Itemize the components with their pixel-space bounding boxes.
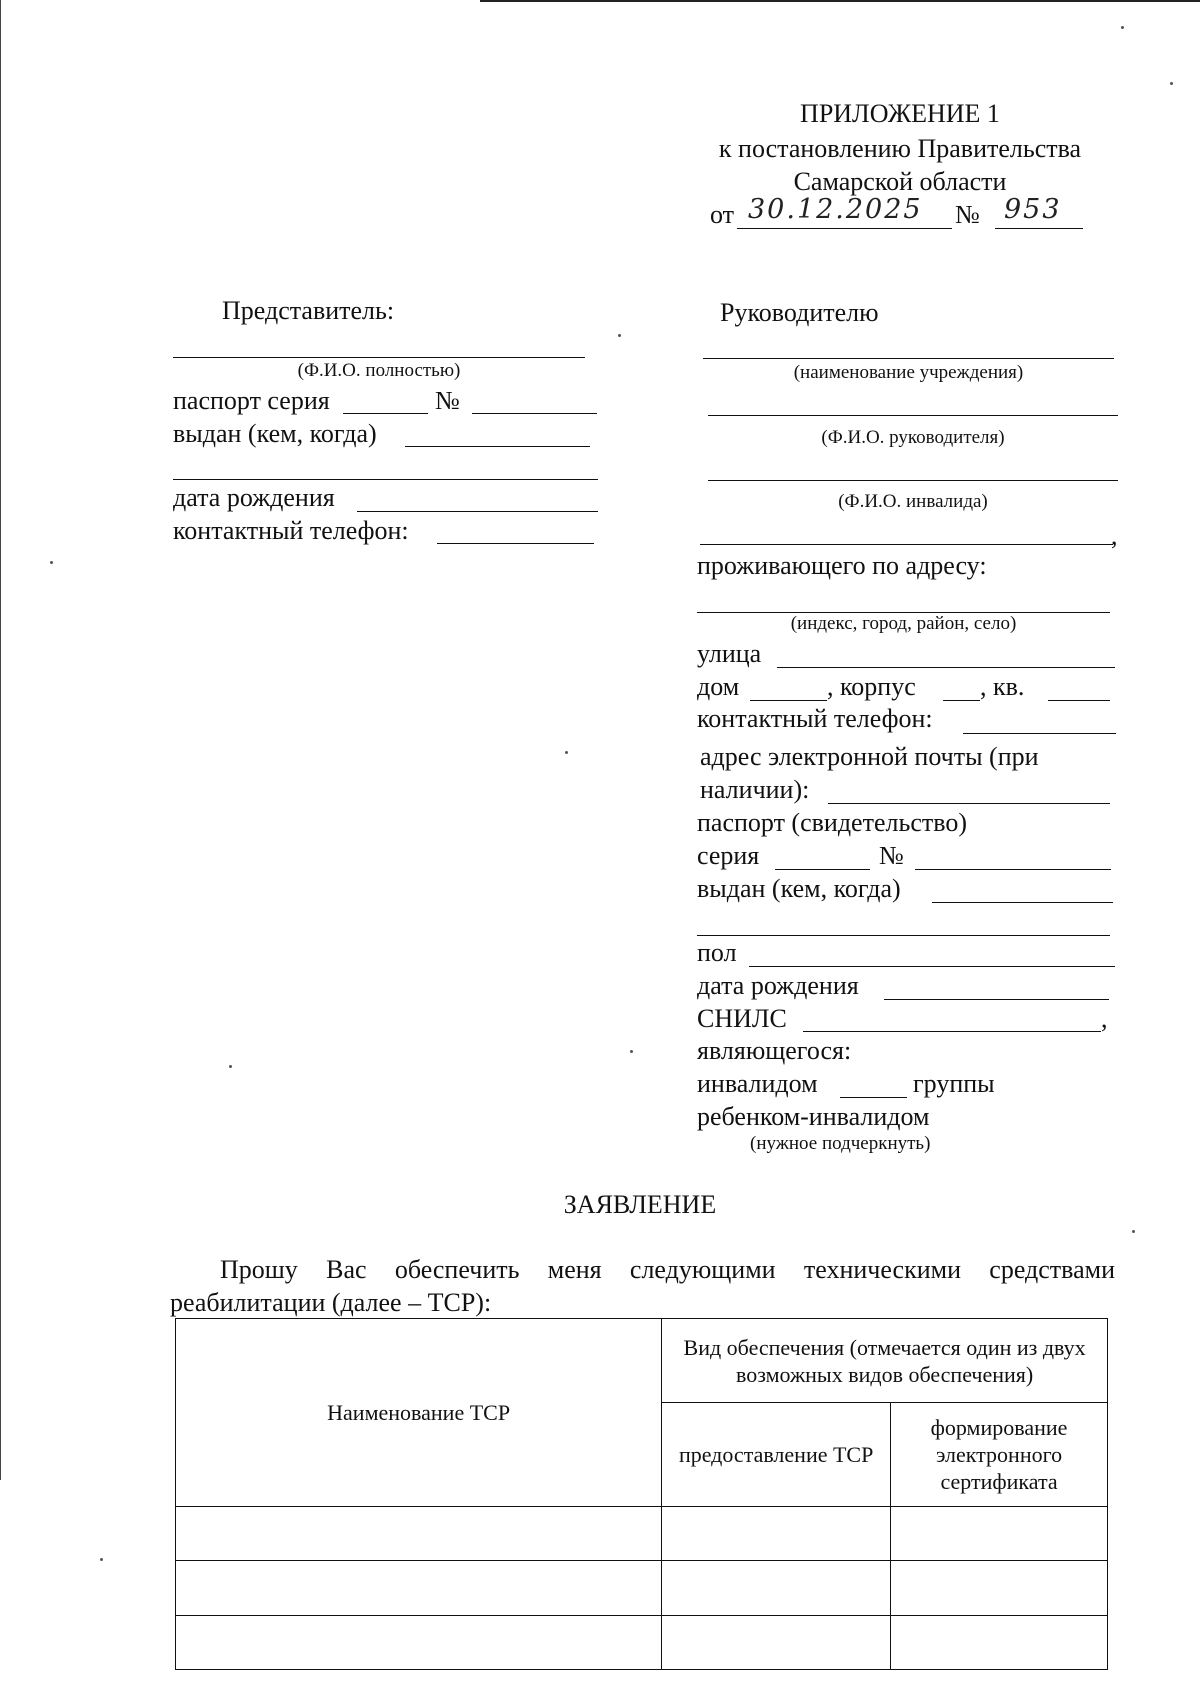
rep-issued-line	[405, 446, 590, 447]
scan-left-edge	[0, 0, 1, 1480]
email-label-1: адрес электронной почты (при	[700, 742, 1039, 771]
street-label: улица	[697, 639, 762, 668]
invalid-fio-line	[708, 480, 1118, 481]
tsr-name-cell[interactable]	[176, 1507, 662, 1561]
scan-speck	[618, 334, 621, 337]
institution-caption: (наименование учреждения)	[793, 362, 1024, 383]
institution-line	[703, 358, 1114, 359]
rep-issued-line-2	[173, 479, 598, 480]
invalid-group-suffix: группы	[913, 1069, 995, 1098]
series-line	[775, 869, 870, 870]
series-label: серия	[697, 841, 760, 870]
residing-label: проживающего по адресу:	[697, 551, 987, 580]
birth-date-label: дата рождения	[697, 971, 859, 1000]
handwritten-number: 953	[1004, 194, 1062, 225]
issued-label: выдан (кем, когда)	[697, 874, 901, 903]
certificate-cell[interactable]	[891, 1507, 1108, 1561]
scan-speck	[229, 1065, 232, 1068]
building-label: , корпус	[827, 672, 916, 701]
scan-speck	[1170, 82, 1173, 85]
statement-text-line1: Прошу Вас обеспечить меня следующими техническими средствами	[220, 1255, 1115, 1284]
tsr-name-cell[interactable]	[176, 1616, 662, 1670]
handwritten-date: 30.12.2025	[748, 194, 923, 225]
scan-speck	[1132, 1230, 1135, 1233]
rep-issued-label: выдан (кем, когда)	[173, 419, 377, 448]
tsr-table	[175, 1318, 1108, 1670]
addressee-title: Руководителю	[720, 298, 879, 327]
certificate-cell[interactable]	[891, 1561, 1108, 1616]
phone-label: контактный телефон:	[697, 704, 933, 733]
house-label: дом	[697, 672, 740, 701]
certificate-cell[interactable]	[891, 1616, 1108, 1670]
col-header-provision	[662, 1403, 891, 1507]
scan-speck	[630, 1050, 633, 1053]
representative-fio-line	[173, 357, 585, 358]
table-header-row	[176, 1319, 1108, 1403]
number-underline	[995, 228, 1083, 229]
underline-note: (нужное подчеркнуть)	[750, 1133, 931, 1154]
col-header-provision-text: предоставление ТСР	[678, 1442, 874, 1467]
snils-label: СНИЛС	[697, 1004, 787, 1033]
rep-passport-series-line	[343, 413, 428, 414]
provision-cell[interactable]	[662, 1507, 891, 1561]
email-label-2: наличии):	[700, 775, 810, 804]
building-line	[943, 700, 980, 701]
table-row	[176, 1561, 1108, 1616]
invalid-name-line	[700, 544, 1113, 545]
representative-title: Представитель:	[222, 296, 395, 325]
birth-date-line	[884, 999, 1109, 1000]
rep-birth-date-line	[357, 511, 598, 512]
apartment-line	[1048, 700, 1110, 701]
sex-label: пол	[697, 938, 737, 967]
scan-speck	[100, 1558, 103, 1561]
being-label: являющегося:	[697, 1036, 852, 1065]
tsr-name-cell[interactable]	[176, 1561, 662, 1616]
scan-speck	[1121, 26, 1124, 29]
street-line	[777, 667, 1115, 668]
invalid-fio-caption: (Ф.И.О. инвалида)	[838, 491, 988, 512]
scan-speck	[50, 561, 53, 564]
issued-line-2	[697, 935, 1110, 936]
appendix-title: ПРИЛОЖЕНИЕ 1	[800, 99, 1000, 128]
group-header	[662, 1319, 1108, 1403]
appendix-line1: к постановлению Правительства	[718, 134, 1082, 163]
passport-number-sign: №	[879, 841, 904, 870]
email-line	[828, 803, 1110, 804]
col-header-certificate	[891, 1403, 1108, 1507]
group-header-text: Вид обеспечения (отмечается один из двух возможных видов обеспечения)	[683, 1334, 1086, 1387]
passport-label: паспорт (свидетельство)	[697, 808, 967, 837]
head-fio-line	[708, 415, 1118, 416]
address-caption: (индекс, город, район, село)	[790, 613, 1017, 634]
comma-2: ,	[1101, 1004, 1108, 1033]
scan-edge-line	[480, 0, 1200, 2]
rep-passport-series-label: паспорт серия	[173, 386, 330, 415]
comma-1: ,	[1111, 521, 1118, 550]
child-invalid-label: ребенком-инвалидом	[697, 1102, 930, 1131]
col-header-name-text: Наименование ТСР	[327, 1400, 511, 1425]
head-fio-caption: (Ф.И.О. руководителя)	[821, 427, 1005, 448]
sex-line	[749, 966, 1115, 967]
provision-cell[interactable]	[662, 1561, 891, 1616]
appendix-line2: Самарской области	[793, 167, 1007, 196]
rep-phone-line	[437, 543, 594, 544]
apartment-label: , кв.	[980, 672, 1025, 701]
issued-line	[932, 902, 1113, 903]
table-row	[176, 1507, 1108, 1561]
representative-fio-caption: (Ф.И.О. полностью)	[297, 360, 461, 381]
statement-text-line2: реабилитации (далее – ТСР):	[170, 1288, 492, 1317]
statement-title: ЗАЯВЛЕНИЕ	[563, 1190, 717, 1219]
phone-line	[963, 733, 1116, 734]
col-header-certificate-text: формирование электронного сертификата	[930, 1415, 1068, 1494]
rep-phone-label: контактный телефон:	[173, 516, 409, 545]
col-header-name	[176, 1319, 662, 1507]
passport-number-line	[915, 869, 1111, 870]
house-line	[750, 700, 827, 701]
provision-cell[interactable]	[662, 1616, 891, 1670]
rep-birth-date-label: дата рождения	[173, 483, 335, 512]
snils-line	[803, 1031, 1101, 1032]
table-row	[176, 1616, 1108, 1670]
date-underline	[737, 228, 952, 229]
invalid-group-line	[840, 1097, 907, 1098]
rep-passport-number-line	[472, 413, 597, 414]
date-prefix: от	[710, 200, 735, 229]
scan-speck	[565, 751, 568, 754]
rep-number-sign: №	[435, 386, 460, 415]
invalid-group-label: инвалидом	[697, 1069, 818, 1098]
number-sign: №	[955, 200, 980, 229]
